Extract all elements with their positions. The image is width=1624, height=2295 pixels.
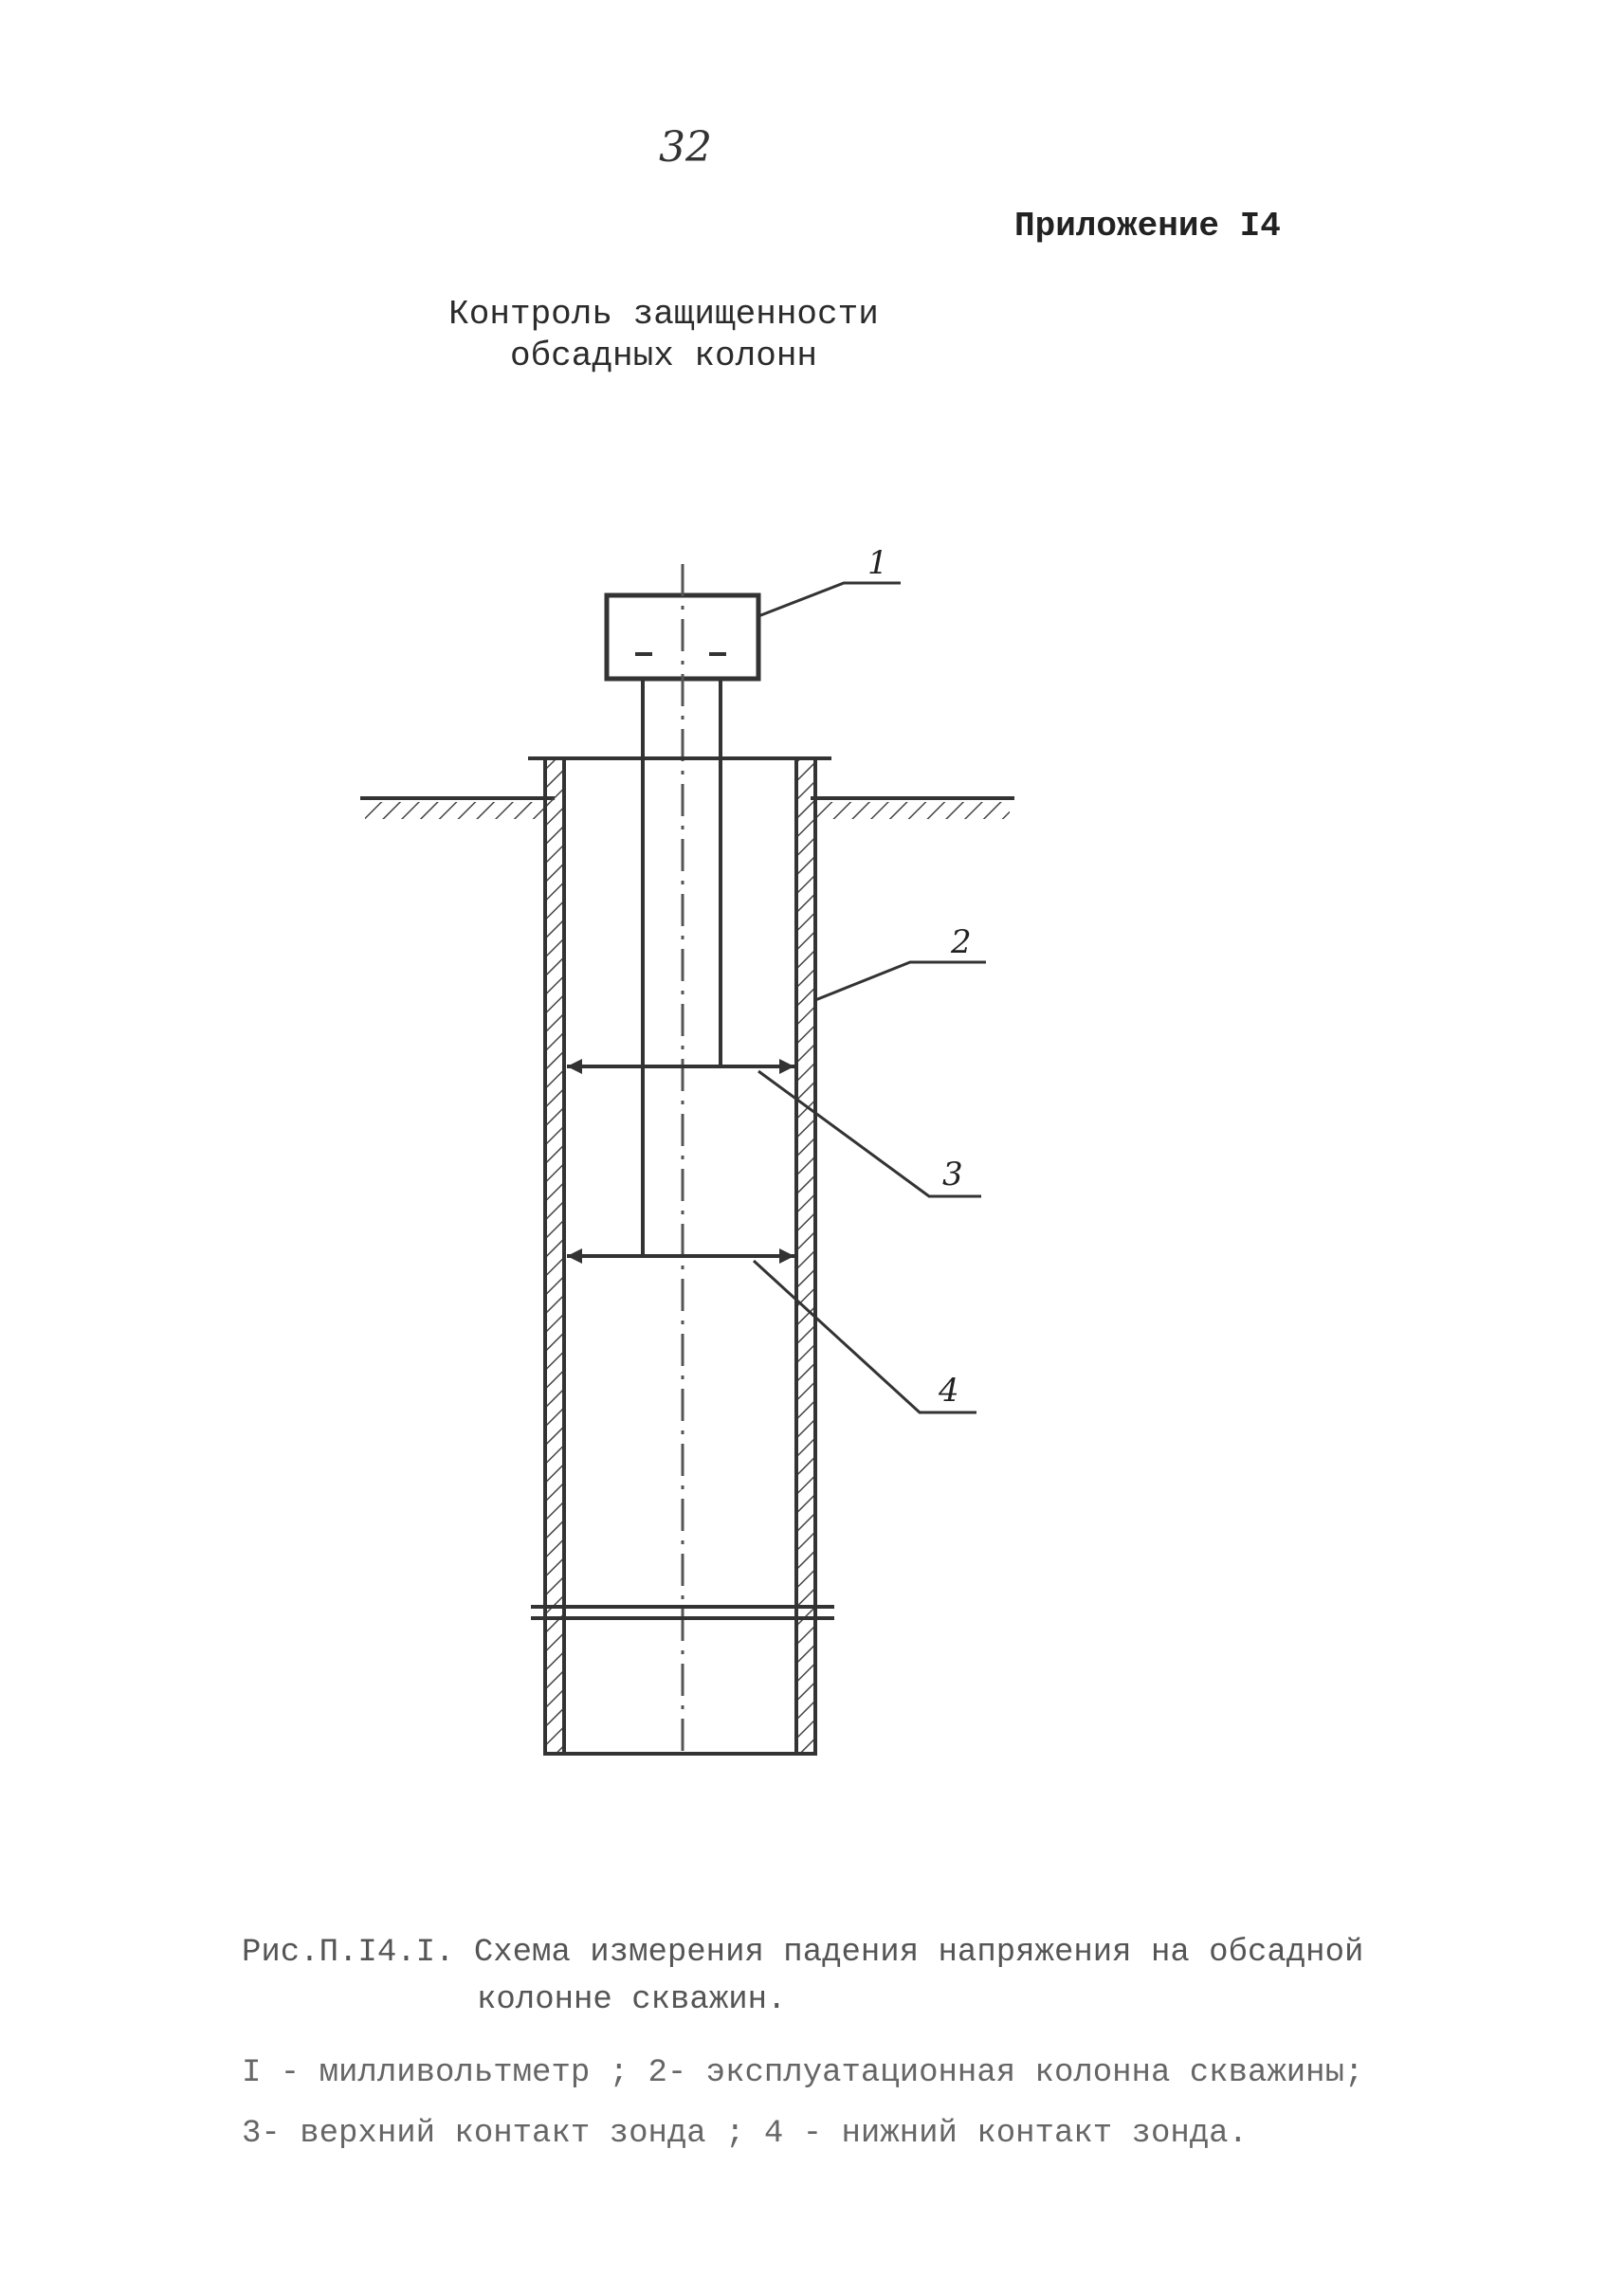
ground-left xyxy=(360,798,555,819)
legend-line-1: I - милливольтметр ; 2- эксплуатационная колонна скважины; xyxy=(242,2055,1364,2091)
ground-right xyxy=(811,798,1014,819)
lower-probe-contact xyxy=(567,1248,794,1264)
figure-legend xyxy=(242,2043,1363,2164)
leader-1 xyxy=(758,583,901,616)
callout-4: 4 xyxy=(939,1372,959,1410)
callout-1: 1 xyxy=(867,544,888,582)
figure-caption xyxy=(242,1929,1363,2024)
appendix-label: Приложение I4 xyxy=(1014,207,1281,246)
caption-line-1: Рис.П.I4.I. Схема измерения падения напряжения на обсадной xyxy=(242,1935,1364,1971)
title-line-1: Контроль защищенности xyxy=(448,295,879,334)
callout-2: 2 xyxy=(951,923,972,961)
callout-3: 3 xyxy=(942,1156,963,1193)
title-line-2: обсадных колонн xyxy=(509,337,818,375)
caption-line-2: колонне скважин. xyxy=(477,1982,787,2018)
legend-line-2: 3- верхний контакт зонда ; 4 - нижний контакт зонда. xyxy=(242,2116,1248,2152)
page-number: 32 xyxy=(659,123,712,172)
leader-2 xyxy=(815,962,986,1000)
